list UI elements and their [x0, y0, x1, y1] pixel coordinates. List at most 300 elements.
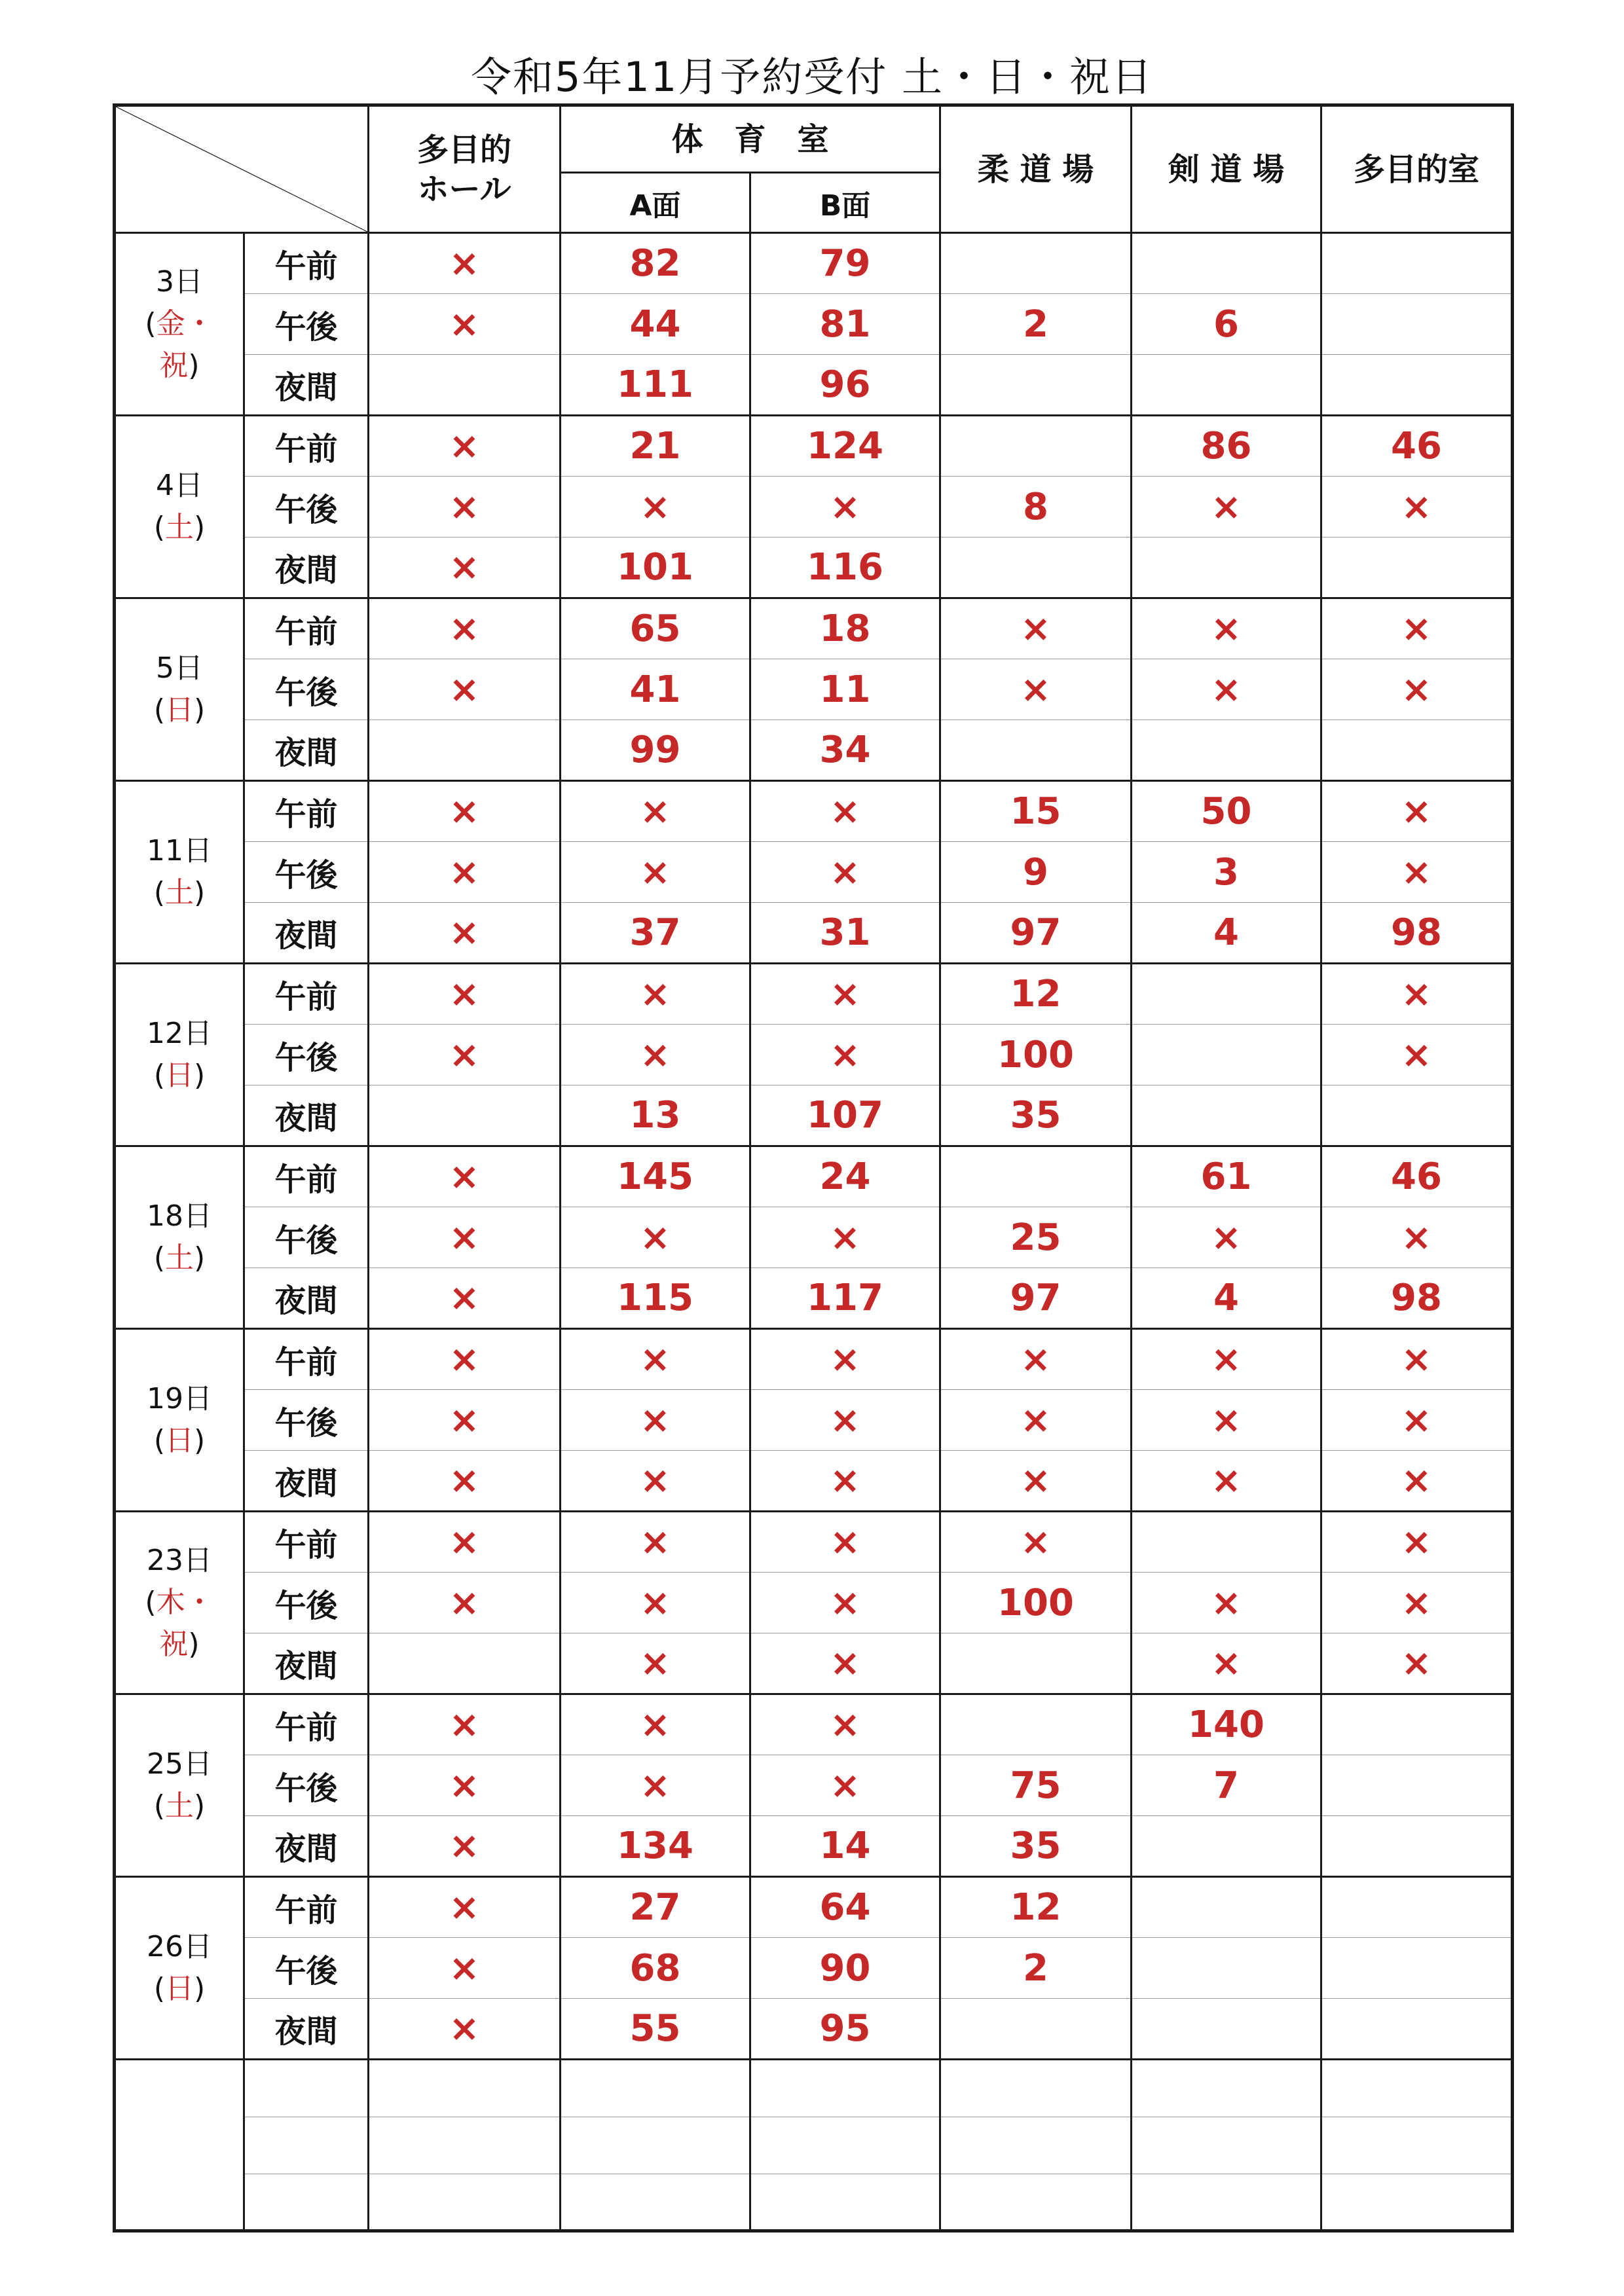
cell-multi-room	[1321, 538, 1513, 598]
day-note	[116, 1968, 243, 2010]
period-label: 夜間	[244, 1268, 369, 1329]
cell-gym-b: ×	[750, 1025, 940, 1085]
cell-judo: 75	[940, 1755, 1132, 1816]
cell-judo	[940, 1694, 1132, 1755]
table-row	[115, 1451, 1513, 1512]
period-label: 夜間	[244, 355, 369, 416]
blank-row	[115, 2060, 1513, 2117]
weekday-label: 木・	[156, 1586, 214, 1620]
cell-kendo: ×	[1132, 1207, 1321, 1268]
cell-judo: 35	[940, 1816, 1132, 1877]
blank-cell	[750, 2060, 940, 2117]
blank-cell	[1132, 2117, 1321, 2174]
document-title: 令和5年11月予約受付 土・日・祝日	[470, 53, 1154, 101]
cell-multi-room: 46	[1321, 1146, 1513, 1207]
header-multipurpose-room: 多目的室	[1321, 105, 1513, 233]
cell-multi-room	[1321, 233, 1513, 294]
paren-open: (	[153, 1059, 165, 1092]
blank-cell	[369, 2174, 561, 2231]
cell-kendo	[1132, 355, 1321, 416]
cell-kendo: ×	[1132, 1390, 1321, 1451]
period-label: 午前	[244, 1877, 369, 1938]
cell-gym-a: ×	[561, 1025, 750, 1085]
cell-multi-room: ×	[1321, 659, 1513, 720]
paren-open: (	[153, 511, 165, 544]
cell-gym-a: 27	[561, 1877, 750, 1938]
cell-gym-b: 116	[750, 538, 940, 598]
cell-hall: ×	[369, 1938, 561, 1999]
cell-hall: ×	[369, 477, 561, 538]
cell-gym-b: ×	[750, 1390, 940, 1451]
table-row	[115, 1877, 1513, 1938]
cell-hall: ×	[369, 538, 561, 598]
weekday-label: 日	[165, 1972, 194, 2005]
table-row	[115, 1025, 1513, 1085]
cell-hall: ×	[369, 1999, 561, 2060]
cell-hall: ×	[369, 1755, 561, 1816]
cell-gym-a: 41	[561, 659, 750, 720]
cell-gym-a: 82	[561, 233, 750, 294]
cell-kendo	[1132, 233, 1321, 294]
cell-hall: ×	[369, 294, 561, 355]
paren-close: )	[194, 1424, 206, 1457]
cell-gym-a: ×	[561, 1573, 750, 1633]
period-label: 午後	[244, 1573, 369, 1633]
table-row	[115, 1573, 1513, 1633]
date-cell	[115, 1877, 244, 2060]
cell-gym-b: ×	[750, 1633, 940, 1694]
cell-gym-b: 95	[750, 1999, 940, 2060]
cell-judo	[940, 355, 1132, 416]
cell-kendo: ×	[1132, 1573, 1321, 1633]
paren-close: )	[194, 1789, 206, 1823]
weekday-label: 金・	[156, 307, 214, 341]
table-row	[115, 1085, 1513, 1146]
paren-close: )	[194, 1972, 206, 2005]
cell-gym-a: 68	[561, 1938, 750, 1999]
cell-kendo: 7	[1132, 1755, 1321, 1816]
date-label: 25日	[147, 1747, 212, 1781]
period-label: 午前	[244, 233, 369, 294]
date-cell	[115, 598, 244, 781]
cell-gym-a: ×	[561, 1207, 750, 1268]
cell-multi-room: ×	[1321, 1329, 1513, 1390]
day-note	[116, 1785, 243, 1827]
paren-open: (	[145, 1586, 157, 1620]
cell-multi-room	[1321, 1938, 1513, 1999]
table-row	[115, 1938, 1513, 1999]
period-label: 午前	[244, 1329, 369, 1390]
reservation-table	[113, 103, 1514, 2232]
period-label: 午前	[244, 781, 369, 842]
cell-multi-room: 98	[1321, 1268, 1513, 1329]
cell-multi-room: ×	[1321, 1207, 1513, 1268]
cell-hall: ×	[369, 1816, 561, 1877]
period-label: 夜間	[244, 1816, 369, 1877]
period-label: 午前	[244, 964, 369, 1025]
cell-multi-room: 98	[1321, 903, 1513, 964]
cell-gym-b: ×	[750, 842, 940, 903]
schedule-body	[115, 233, 1513, 2231]
table-row	[115, 538, 1513, 598]
weekday-label: 日	[165, 693, 194, 727]
cell-gym-a: ×	[561, 1755, 750, 1816]
day-note	[116, 1237, 243, 1279]
period-label: 夜間	[244, 903, 369, 964]
table-row	[115, 1390, 1513, 1451]
diagonal-line	[116, 107, 367, 232]
period-label: 夜間	[244, 1999, 369, 2060]
period-label: 午後	[244, 1390, 369, 1451]
cell-kendo: 6	[1132, 294, 1321, 355]
blank-row	[115, 2174, 1513, 2231]
cell-gym-a: ×	[561, 842, 750, 903]
table-row	[115, 842, 1513, 903]
blank-cell	[369, 2117, 561, 2174]
blank-row	[115, 2117, 1513, 2174]
table-row	[115, 964, 1513, 1025]
cell-gym-a: 111	[561, 355, 750, 416]
cell-multi-room: ×	[1321, 1025, 1513, 1085]
cell-kendo: 4	[1132, 1268, 1321, 1329]
cell-kendo	[1132, 720, 1321, 781]
cell-kendo	[1132, 1085, 1321, 1146]
blank-cell	[750, 2117, 940, 2174]
cell-judo: ×	[940, 1390, 1132, 1451]
paren-close: )	[194, 1241, 206, 1275]
cell-multi-room: ×	[1321, 1573, 1513, 1633]
blank-cell	[1321, 2174, 1513, 2231]
table-row	[115, 416, 1513, 477]
date-cell	[115, 1512, 244, 1694]
weekday-label: 土	[165, 876, 194, 909]
holiday-note	[116, 1624, 243, 1666]
cell-kendo: ×	[1132, 598, 1321, 659]
cell-gym-a: ×	[561, 1329, 750, 1390]
paren-close: )	[194, 511, 206, 544]
cell-judo	[940, 538, 1132, 598]
cell-hall: ×	[369, 781, 561, 842]
cell-kendo: 61	[1132, 1146, 1321, 1207]
blank-cell	[244, 2117, 369, 2174]
cell-judo: ×	[940, 598, 1132, 659]
paren-open: (	[153, 693, 165, 727]
paren-close: )	[194, 1059, 206, 1092]
paren-close: )	[194, 876, 206, 909]
cell-judo: 100	[940, 1573, 1132, 1633]
table-row	[115, 659, 1513, 720]
day-note	[116, 1055, 243, 1097]
cell-hall	[369, 355, 561, 416]
cell-hall: ×	[369, 659, 561, 720]
weekday-label: 土	[165, 511, 194, 544]
cell-multi-room: ×	[1321, 964, 1513, 1025]
holiday-label: 祝	[159, 348, 189, 382]
day-note	[116, 689, 243, 731]
blank-cell	[1321, 2117, 1513, 2174]
table-row	[115, 1694, 1513, 1755]
cell-kendo: 50	[1132, 781, 1321, 842]
period-label: 夜間	[244, 1451, 369, 1512]
cell-gym-b: 90	[750, 1938, 940, 1999]
cell-gym-b: 24	[750, 1146, 940, 1207]
blank-cell	[940, 2117, 1132, 2174]
blank-cell	[369, 2060, 561, 2117]
cell-judo: ×	[940, 1451, 1132, 1512]
period-label: 午後	[244, 1025, 369, 1085]
cell-gym-a: 65	[561, 598, 750, 659]
weekday-label: 土	[165, 1241, 194, 1275]
blank-cell	[1132, 2060, 1321, 2117]
cell-multi-room	[1321, 1999, 1513, 2060]
date-label: 26日	[147, 1930, 212, 1964]
period-label: 午前	[244, 1694, 369, 1755]
cell-hall: ×	[369, 1451, 561, 1512]
cell-kendo	[1132, 1999, 1321, 2060]
cell-gym-b: ×	[750, 1755, 940, 1816]
date-cell	[115, 1694, 244, 1877]
table-row	[115, 1633, 1513, 1694]
cell-multi-room: ×	[1321, 598, 1513, 659]
paren-close: )	[188, 348, 200, 382]
cell-hall: ×	[369, 1268, 561, 1329]
period-label: 午後	[244, 477, 369, 538]
period-label: 夜間	[244, 1633, 369, 1694]
cell-judo	[940, 720, 1132, 781]
header-kendo-hall: 剣 道 場	[1132, 105, 1321, 233]
cell-gym-a: ×	[561, 1633, 750, 1694]
cell-multi-room: ×	[1321, 1633, 1513, 1694]
cell-gym-a: 44	[561, 294, 750, 355]
blank-cell	[244, 2174, 369, 2231]
date-label: 5日	[156, 651, 203, 685]
cell-hall: ×	[369, 598, 561, 659]
period-label: 午後	[244, 1755, 369, 1816]
cell-gym-a: ×	[561, 1451, 750, 1512]
date-cell	[115, 1146, 244, 1329]
blank-cell	[561, 2060, 750, 2117]
cell-gym-a: 99	[561, 720, 750, 781]
cell-judo: 2	[940, 294, 1132, 355]
paren-close: )	[194, 693, 206, 727]
table-row	[115, 1207, 1513, 1268]
holiday-note	[116, 345, 243, 387]
period-label: 午前	[244, 416, 369, 477]
cell-gym-b: ×	[750, 964, 940, 1025]
period-label: 午前	[244, 1146, 369, 1207]
cell-gym-a: 145	[561, 1146, 750, 1207]
cell-hall: ×	[369, 1573, 561, 1633]
cell-kendo: ×	[1132, 659, 1321, 720]
cell-gym-b: 18	[750, 598, 940, 659]
cell-judo: 100	[940, 1025, 1132, 1085]
cell-gym-a: 55	[561, 1999, 750, 2060]
cell-judo: ×	[940, 659, 1132, 720]
blank-cell	[561, 2117, 750, 2174]
table-row	[115, 1329, 1513, 1390]
period-label: 午後	[244, 294, 369, 355]
period-label: 午後	[244, 1207, 369, 1268]
cell-hall: ×	[369, 233, 561, 294]
cell-kendo	[1132, 1512, 1321, 1573]
cell-kendo	[1132, 1025, 1321, 1085]
header-multipurpose-hall	[369, 105, 561, 233]
cell-hall: ×	[369, 1207, 561, 1268]
cell-gym-b: 81	[750, 294, 940, 355]
table-row	[115, 477, 1513, 538]
date-cell	[115, 233, 244, 416]
cell-gym-b: ×	[750, 1451, 940, 1512]
blank-cell	[940, 2174, 1132, 2231]
date-label: 11日	[147, 834, 212, 868]
cell-multi-room: ×	[1321, 1390, 1513, 1451]
date-label: 12日	[147, 1017, 212, 1051]
cell-judo: 97	[940, 903, 1132, 964]
cell-hall: ×	[369, 1694, 561, 1755]
cell-kendo	[1132, 1938, 1321, 1999]
table-row	[115, 294, 1513, 355]
cell-judo	[940, 1146, 1132, 1207]
period-label: 夜間	[244, 720, 369, 781]
date-cell	[115, 964, 244, 1146]
cell-judo: ×	[940, 1329, 1132, 1390]
cell-judo: 9	[940, 842, 1132, 903]
cell-hall	[369, 720, 561, 781]
cell-gym-b: 34	[750, 720, 940, 781]
cell-hall	[369, 1085, 561, 1146]
cell-judo: ×	[940, 1512, 1132, 1573]
cell-hall: ×	[369, 1146, 561, 1207]
cell-hall: ×	[369, 1877, 561, 1938]
cell-hall: ×	[369, 416, 561, 477]
paren-open: (	[145, 307, 157, 341]
cell-judo: 12	[940, 964, 1132, 1025]
period-label: 午後	[244, 842, 369, 903]
header-corner	[115, 105, 369, 233]
date-label: 18日	[147, 1199, 212, 1233]
cell-gym-a: 115	[561, 1268, 750, 1329]
weekday-label: 土	[165, 1789, 194, 1823]
table-row	[115, 1146, 1513, 1207]
cell-gym-a: ×	[561, 1390, 750, 1451]
cell-kendo	[1132, 1816, 1321, 1877]
cell-hall: ×	[369, 1512, 561, 1573]
holiday-label: 祝	[159, 1627, 189, 1661]
cell-judo: 25	[940, 1207, 1132, 1268]
cell-gym-a: 13	[561, 1085, 750, 1146]
cell-multi-room: ×	[1321, 1451, 1513, 1512]
cell-judo	[940, 1999, 1132, 2060]
header-judo-hall: 柔 道 場	[940, 105, 1132, 233]
cell-judo: 15	[940, 781, 1132, 842]
cell-gym-a: ×	[561, 1694, 750, 1755]
cell-kendo: 140	[1132, 1694, 1321, 1755]
cell-gym-b: ×	[750, 1573, 940, 1633]
cell-gym-b: 64	[750, 1877, 940, 1938]
period-label: 午前	[244, 598, 369, 659]
blank-cell	[1132, 2174, 1321, 2231]
day-note	[116, 1420, 243, 1462]
cell-gym-b: 79	[750, 233, 940, 294]
cell-hall: ×	[369, 964, 561, 1025]
date-cell	[115, 1329, 244, 1512]
date-label: 3日	[156, 265, 203, 299]
cell-multi-room	[1321, 1085, 1513, 1146]
cell-kendo	[1132, 1877, 1321, 1938]
paren-open: (	[153, 1241, 165, 1275]
date-label: 19日	[147, 1382, 212, 1416]
cell-hall	[369, 1633, 561, 1694]
header-gym-a-side: A面	[561, 173, 750, 233]
cell-multi-room: ×	[1321, 781, 1513, 842]
table-row	[115, 1816, 1513, 1877]
header-hall-line1: 多目的	[416, 131, 511, 168]
date-cell	[115, 416, 244, 598]
day-note	[116, 872, 243, 914]
period-label: 午前	[244, 1512, 369, 1573]
day-note	[116, 303, 243, 345]
cell-gym-b: ×	[750, 1512, 940, 1573]
cell-judo: 8	[940, 477, 1132, 538]
cell-gym-a: 21	[561, 416, 750, 477]
cell-gym-a: 134	[561, 1816, 750, 1877]
cell-kendo: ×	[1132, 1329, 1321, 1390]
date-label: 4日	[156, 469, 203, 503]
day-note	[116, 1582, 243, 1624]
table-row	[115, 1512, 1513, 1573]
cell-kendo: ×	[1132, 1633, 1321, 1694]
paren-close: )	[188, 1627, 200, 1661]
cell-gym-a: ×	[561, 477, 750, 538]
blank-cell	[561, 2174, 750, 2231]
cell-gym-b: 31	[750, 903, 940, 964]
paren-open: (	[153, 1972, 165, 2005]
cell-gym-b: ×	[750, 781, 940, 842]
period-label: 夜間	[244, 1085, 369, 1146]
cell-judo: 12	[940, 1877, 1132, 1938]
cell-gym-a: ×	[561, 964, 750, 1025]
cell-kendo: 3	[1132, 842, 1321, 903]
cell-hall: ×	[369, 1390, 561, 1451]
cell-gym-b: 96	[750, 355, 940, 416]
cell-multi-room: ×	[1321, 1512, 1513, 1573]
date-label: 23日	[147, 1544, 212, 1578]
cell-judo	[940, 416, 1132, 477]
cell-gym-a: ×	[561, 781, 750, 842]
cell-gym-b: ×	[750, 1694, 940, 1755]
table-row	[115, 903, 1513, 964]
period-label: 夜間	[244, 538, 369, 598]
cell-judo: 35	[940, 1085, 1132, 1146]
cell-gym-b: 107	[750, 1085, 940, 1146]
cell-hall: ×	[369, 1329, 561, 1390]
paren-open: (	[153, 1424, 165, 1457]
paren-open: (	[153, 1789, 165, 1823]
cell-multi-room	[1321, 720, 1513, 781]
cell-gym-a: 101	[561, 538, 750, 598]
cell-gym-a: 37	[561, 903, 750, 964]
table-row	[115, 720, 1513, 781]
table-row	[115, 233, 1513, 294]
cell-kendo: 4	[1132, 903, 1321, 964]
cell-kendo: 86	[1132, 416, 1321, 477]
cell-kendo	[1132, 964, 1321, 1025]
weekday-label: 日	[165, 1059, 194, 1092]
table-row	[115, 355, 1513, 416]
cell-multi-room	[1321, 355, 1513, 416]
header-gymnasium: 体 育 室	[561, 105, 940, 173]
cell-gym-b: 124	[750, 416, 940, 477]
